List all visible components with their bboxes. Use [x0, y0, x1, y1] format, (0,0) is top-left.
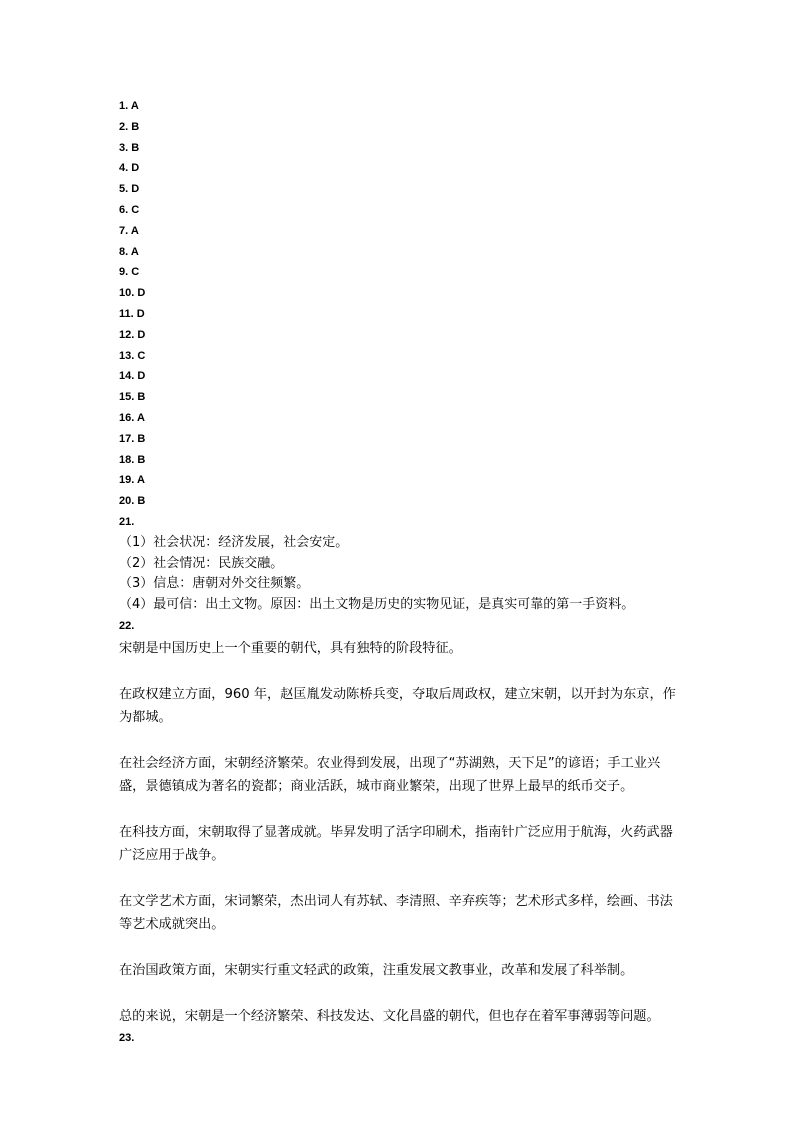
paragraph-spacer: [119, 660, 679, 683]
essay-paragraph: 在社会经济方面，宋朝经济繁荣。农业得到发展，出现了“苏湖熟，天下足”的谚语；手工业兴盛，景德镇成为著名的瓷都；商业活跃，城市商业繁荣，出现了世界上最早的纸币交子。: [119, 755, 661, 794]
question-21-answers: [119, 533, 679, 616]
answer-item: 13. C: [119, 349, 146, 362]
answer-item: 4. D: [119, 162, 140, 175]
answer-item: 2. B: [119, 120, 140, 133]
answer-item: 17. B: [119, 432, 146, 445]
answer-item: 7. A: [119, 224, 139, 237]
paragraph-spacer: [119, 867, 679, 890]
question-21-sub-answer: （4）最可信：出土文物。原因：出土文物是历史的实物见证，是真实可靠的第一手资料。: [119, 597, 635, 613]
answer-list: [119, 96, 679, 512]
answer-item: 12. D: [119, 328, 146, 341]
answer-item: 15. B: [119, 391, 146, 404]
answer-item: 6. C: [119, 203, 140, 216]
answer-item: 1. A: [119, 100, 139, 112]
paragraph-spacer: [119, 982, 679, 1005]
paragraph-spacer: [119, 729, 679, 752]
answer-item: 3. B: [119, 141, 140, 154]
question-21-sub-answer: （1）社会状况：经济发展，社会安定。: [119, 534, 349, 550]
essay-paragraph: 在科技方面，宋朝取得了显著成就。毕昇发明了活字印刷术，指南针广泛应用于航海，火药武器广泛应用于战争。: [119, 824, 673, 863]
answer-item: 8. A: [119, 245, 139, 258]
essay-paragraph: 在政权建立方面，960 年，赵匡胤发动陈桥兵变，夺取后周政权，建立宋朝，以开封为东京，作为都城。: [119, 686, 676, 725]
essay-paragraph: 在治国政策方面，宋朝实行重文轻武的政策，注重发展文教事业，改革和发展了科举制。: [119, 962, 634, 978]
question-21-sub-answer: （3）信息：唐朝对外交往频繁。: [119, 576, 310, 592]
answer-item: 18. B: [119, 453, 146, 466]
answer-item: 14. D: [119, 370, 146, 383]
answer-item: 9. C: [119, 266, 140, 279]
paragraph-spacer: [119, 936, 679, 959]
question-21-sub-answer: （2）社会情况：民族交融。: [119, 555, 284, 571]
answer-item: 16. A: [119, 411, 145, 424]
essay-paragraph: 总的来说，宋朝是一个经济繁荣、科技发达、文化昌盛的朝代，但也存在着军事薄弱等问题。: [119, 1008, 660, 1024]
document-page: [119, 96, 679, 1049]
answer-item: 20. B: [119, 495, 146, 508]
essay-paragraph: 在文学艺术方面，宋词繁荣，杰出词人有苏轼、李清照、辛弃疾等；艺术形式多样，绘画、书法等艺术成就突出。: [119, 893, 673, 932]
answer-item: 10. D: [119, 287, 146, 300]
question-23-number: 23.: [119, 1031, 135, 1044]
question-21-number: 21.: [119, 515, 135, 528]
question-22-number: 22.: [119, 619, 135, 632]
answer-item: 19. A: [119, 474, 145, 487]
question-22-essay: [119, 660, 679, 1028]
paragraph-spacer: [119, 798, 679, 821]
question-22-intro: 宋朝是中国历史上一个重要的朝代，具有独特的阶段特征。: [119, 640, 462, 656]
answer-item: 5. D: [119, 183, 140, 196]
answer-item: 11. D: [119, 307, 145, 320]
